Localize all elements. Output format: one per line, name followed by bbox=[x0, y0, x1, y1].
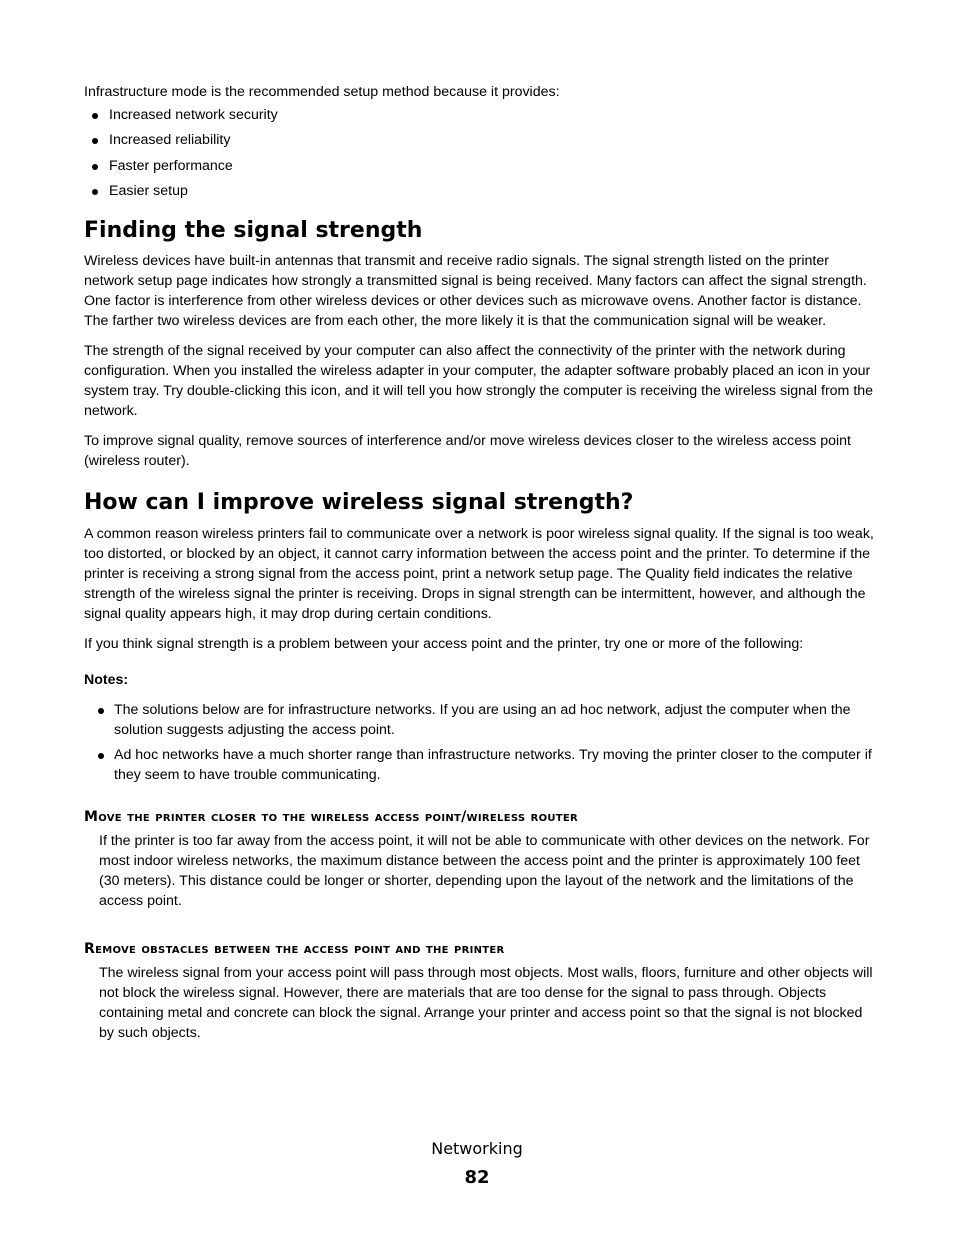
paragraph: A common reason wireless printers fail to communicate over a network is poor wireless signal quality. If the signal is too weak, too distorted, or blocked by an object, it cannot carry information between the access point and the printer. To determine if the printer is receiving a strong signal from the access point, print a network setup page. The Quality field indicates the relative strength of the wireless signal the printer is receiving. Drops in signal strength can be intermittent, however, and although the signal quality appears high, it may drop during certain conditions. bbox=[84, 525, 874, 622]
list-item: The solutions below are for infrastructure networks. If you are using an ad hoc network, adjust the computer when the solution suggests adjusting the access point. bbox=[84, 700, 874, 740]
footer-section-name: Networking bbox=[431, 1139, 523, 1158]
list-item: Increased reliability bbox=[84, 130, 874, 150]
paragraph: The wireless signal from your access point will pass through most objects. Most walls, floors, furniture and other objects will not block the wireless signal. However, there are materials that are too dense for the signal to pass through. Objects containing metal and concrete can block the signal. Arrange your printer and access point so that the signal is not blocked by such objects. bbox=[99, 964, 873, 1041]
notes-label: Notes: bbox=[84, 671, 129, 688]
subsection-heading-move-printer: Move the printer closer to the wireless access point/wireless router bbox=[84, 808, 579, 825]
paragraph: The strength of the signal received by your computer can also affect the connectivity of the printer with the network during configuration. When you installed the wireless adapter in your computer, the adapter software probably placed an icon in your system tray. Try double-clicking this icon, and it will tell you how strongly the computer is receiving the wireless signal from the network. bbox=[84, 342, 874, 419]
list-item: Faster performance bbox=[84, 156, 874, 176]
list-item: Easier setup bbox=[84, 181, 874, 201]
subsection-heading-remove-obstacles: Remove obstacles between the access point and the printer bbox=[84, 940, 505, 957]
benefits-list bbox=[84, 105, 874, 201]
section-heading-improve-signal: How can I improve wireless signal strength? bbox=[84, 489, 634, 515]
notes-list bbox=[84, 700, 874, 785]
paragraph: If you think signal strength is a problem between your access point and the printer, try one or more of the following: bbox=[84, 635, 804, 652]
list-item: Ad hoc networks have a much shorter range than infrastructure networks. Try moving the printer closer to the computer if they seem to have trouble communicating. bbox=[84, 745, 874, 785]
paragraph: If the printer is too far away from the access point, it will not be able to communicate with other devices on the network. For most indoor wireless networks, the maximum distance between the access point and the printer is approximately 100 feet (30 meters). This distance could be longer or shorter, depending upon the layout of the network and the limitations of the access point. bbox=[99, 832, 870, 909]
paragraph: To improve signal quality, remove sources of interference and/or move wireless devices closer to the wireless access point (wireless router). bbox=[84, 432, 851, 469]
list-item: Increased network security bbox=[84, 105, 874, 125]
footer-page-number: 82 bbox=[464, 1167, 490, 1188]
paragraph: Wireless devices have built-in antennas that transmit and receive radio signals. The signal strength listed on the printer network setup page indicates how strongly a transmitted signal is being received. Many factors can affect the signal strength. One factor is interference from other wireless devices or other devices such as microwave ovens. Another factor is distance. The farther two wireless devices are from each other, the more likely it is that the communication signal will be weaker. bbox=[84, 252, 867, 329]
section-heading-signal-strength: Finding the signal strength bbox=[84, 217, 423, 243]
intro-text: Infrastructure mode is the recommended setup method because it provides: bbox=[84, 84, 560, 100]
page-content bbox=[84, 82, 874, 1043]
